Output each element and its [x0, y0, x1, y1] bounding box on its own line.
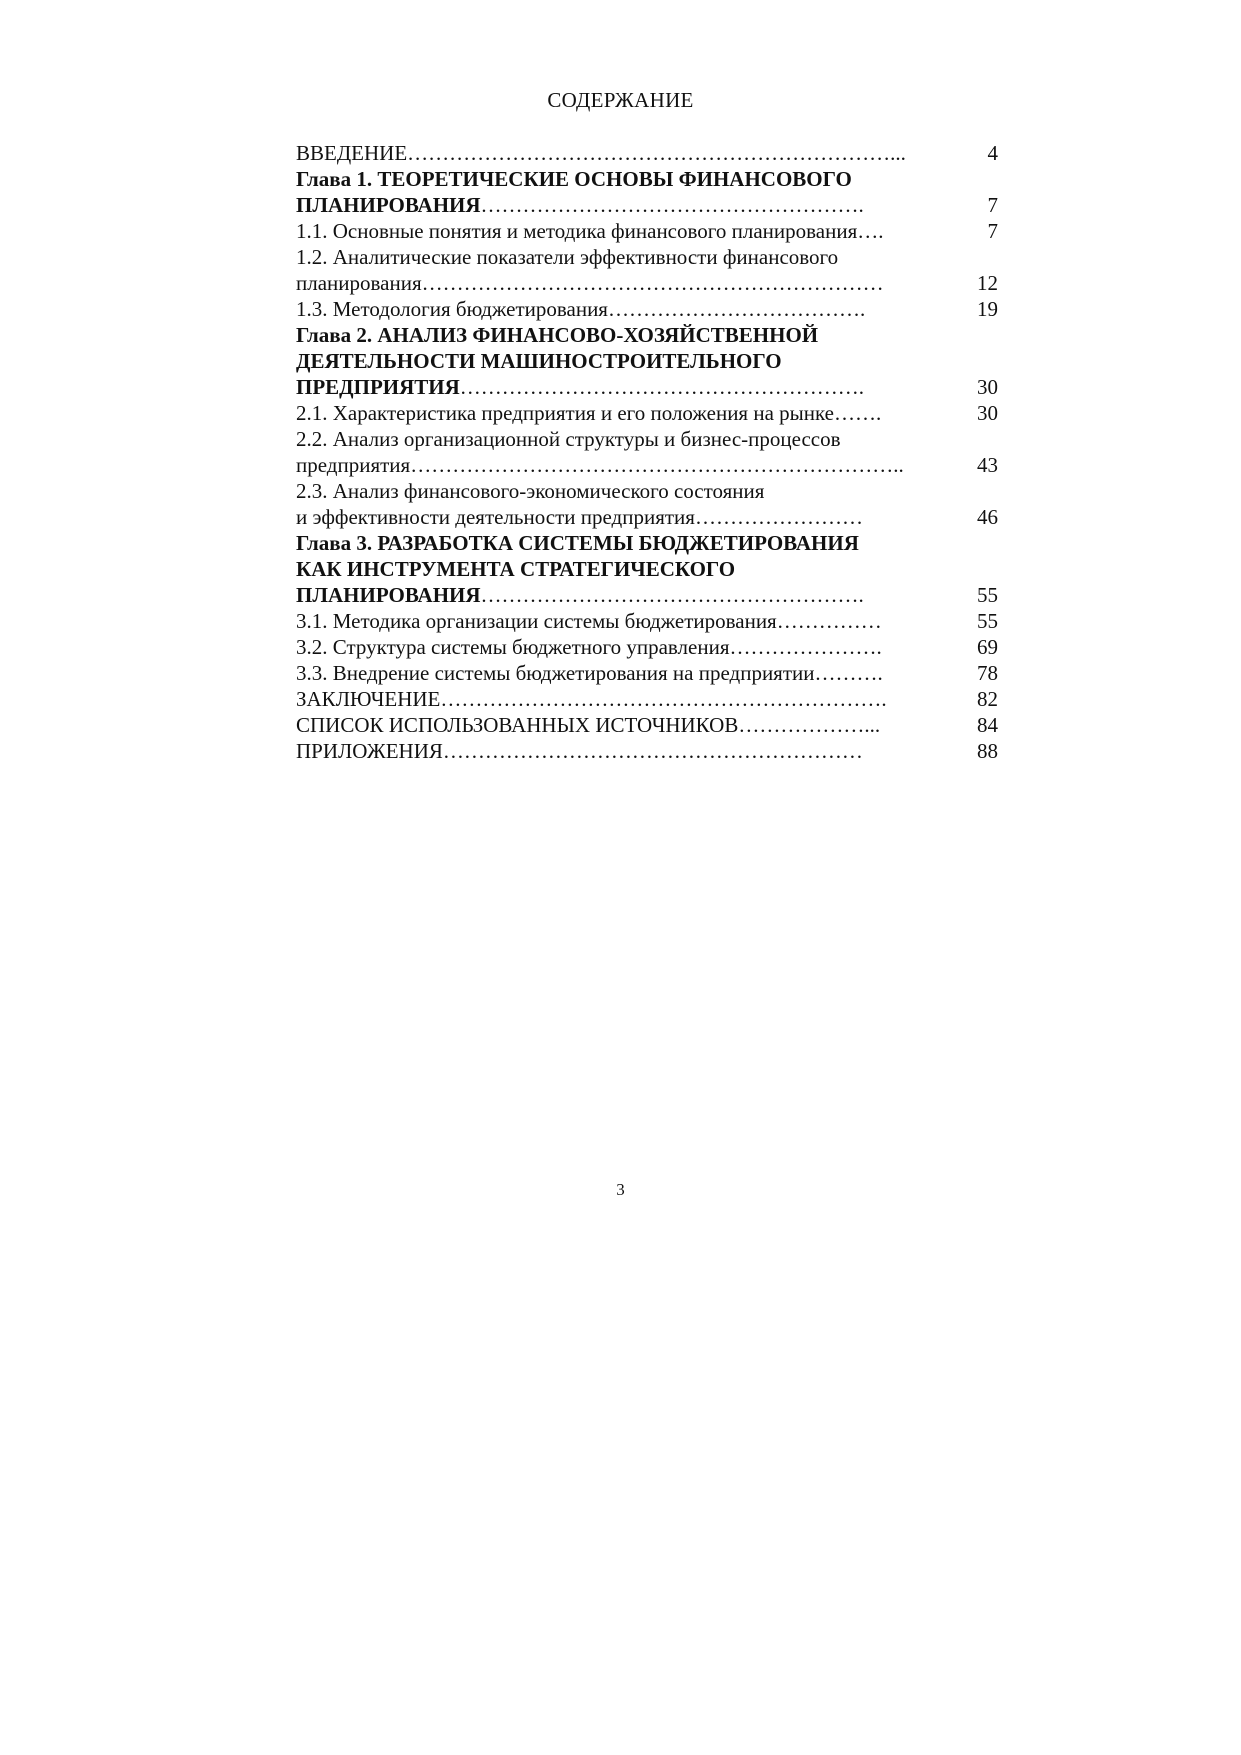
toc-leader-dots: ………………………………. [607, 297, 866, 321]
toc-entry-last-line [296, 686, 936, 712]
toc-entry[interactable] [296, 634, 998, 660]
toc-entry-last-line [296, 192, 936, 218]
toc-entry-line: ПРИЛОЖЕНИЯ [296, 739, 443, 763]
toc-entry-last-line [296, 660, 936, 686]
toc-leader-dots: …………………. [729, 635, 882, 659]
toc-leader-dots: ………………………………………………………. [440, 687, 887, 711]
toc-entry-line: и эффективности деятельности предприятия [296, 505, 695, 529]
toc-leader-dots: …………… [776, 609, 882, 633]
toc-page-number: 30 [977, 375, 998, 399]
toc-entry[interactable] [296, 426, 998, 478]
toc-entry-line: планирования [296, 271, 422, 295]
toc-entry-text [296, 660, 936, 686]
toc-entry-line: КАК ИНСТРУМЕНТА СТРАТЕГИЧЕСКОГО [296, 557, 736, 581]
toc-entry[interactable] [296, 686, 998, 712]
toc-page-number: 69 [977, 635, 998, 659]
toc-page-number: 78 [977, 661, 998, 685]
toc-entry-last-line [296, 374, 936, 400]
toc-leader-dots: ………. [814, 661, 883, 685]
toc-entry-last-line [296, 634, 936, 660]
toc-entry-last-line [296, 738, 936, 764]
toc-entry-line: 2.3. Анализ финансового-экономического состояния [296, 479, 765, 503]
toc-entry-text [296, 738, 936, 764]
toc-entry-last-line [296, 218, 936, 244]
toc-entry-line: 3.1. Методика организации системы бюджетирования [296, 609, 777, 633]
toc-entry-last-line [296, 712, 936, 738]
toc-entry[interactable] [296, 400, 998, 426]
toc-leader-dots: …………………………………………………. [459, 375, 865, 399]
toc-entry[interactable] [296, 712, 998, 738]
toc-page-number: 55 [977, 609, 998, 633]
toc-leader-dots: …………………… [694, 505, 863, 529]
toc-entry-line: ЗАКЛЮЧЕНИЕ [296, 687, 441, 711]
toc-entry[interactable] [296, 738, 998, 764]
toc-leader-dots: ………………………………………………………… [421, 271, 884, 295]
toc-entry-text [296, 218, 936, 244]
toc-title: СОДЕРЖАНИЕ [547, 88, 694, 112]
toc-entry-line: 1.2. Аналитические показатели эффективности финансового [296, 245, 839, 269]
toc-entry-line: 2.2. Анализ организационной структуры и бизнес-процессов [296, 427, 841, 451]
toc-leader-dots: ………………... [738, 713, 881, 737]
toc-entry[interactable] [296, 322, 998, 400]
toc-entry-line: ДЕЯТЕЛЬНОСТИ МАШИНОСТРОИТЕЛЬНОГО [296, 349, 782, 373]
toc-entry-last-line [296, 608, 936, 634]
toc-entry-text [296, 634, 936, 660]
toc-leader-dots: ………………………………………………. [480, 583, 864, 607]
toc-entry-line: 1.1. Основные понятия и методика финансового планирования [296, 219, 858, 243]
toc-entry-line: Глава 3. РАЗРАБОТКА СИСТЕМЫ БЮДЖЕТИРОВАНИЯ [296, 531, 859, 555]
toc-entry-line: ПЛАНИРОВАНИЯ [296, 193, 481, 217]
toc-entry[interactable] [296, 478, 998, 530]
toc-entry-text [296, 608, 936, 634]
toc-entry-line: предприятия [296, 453, 411, 477]
toc-entry[interactable] [296, 244, 998, 296]
toc-entry[interactable] [296, 660, 998, 686]
toc-page-number: 46 [977, 505, 998, 529]
toc-entry-last-line [296, 504, 936, 530]
toc-entry-text [296, 140, 936, 166]
toc-entry-text [296, 322, 936, 400]
toc-page-number: 19 [977, 297, 998, 321]
toc-entry-text [296, 686, 936, 712]
toc-entry[interactable] [296, 166, 998, 218]
toc-entry-last-line [296, 582, 936, 608]
toc-entry-last-line [296, 400, 936, 426]
toc-entry-last-line [296, 296, 936, 322]
toc-page-number: 12 [977, 271, 998, 295]
toc-entry-line: СПИСОК ИСПОЛЬЗОВАННЫХ ИСТОЧНИКОВ [296, 713, 739, 737]
toc-page-number: 7 [987, 193, 998, 217]
toc-entry[interactable] [296, 296, 998, 322]
toc-page-number: 88 [977, 739, 998, 763]
toc-entry-text [296, 478, 936, 530]
table-of-contents [296, 140, 998, 764]
toc-entry-line: 3.3. Внедрение системы бюджетирования на предприятии [296, 661, 815, 685]
toc-entry[interactable] [296, 608, 998, 634]
toc-page-number: 30 [977, 401, 998, 425]
toc-entry-text [296, 712, 936, 738]
toc-entry-text [296, 166, 936, 218]
toc-entry-line: 1.3. Методология бюджетирования [296, 297, 608, 321]
toc-entry-line: 2.1. Характеристика предприятия и его положения на рынке [296, 401, 835, 425]
toc-entry[interactable] [296, 218, 998, 244]
toc-entry-text [296, 400, 936, 426]
toc-entry[interactable] [296, 530, 998, 608]
toc-entry-last-line [296, 140, 936, 166]
toc-entry-text [296, 244, 936, 296]
toc-leader-dots: …………………………………………………………….. [410, 453, 904, 477]
toc-entry[interactable] [296, 140, 998, 166]
toc-leader-dots: …………………………………………………… [442, 739, 863, 763]
toc-entry-line: ВВЕДЕНИЕ [296, 141, 408, 165]
toc-page-number: 43 [977, 453, 998, 477]
toc-entry-last-line [296, 270, 936, 296]
toc-entry-text [296, 426, 936, 478]
toc-entry-text [296, 296, 936, 322]
toc-page-number: 82 [977, 687, 998, 711]
toc-entry-line: Глава 1. ТЕОРЕТИЧЕСКИЕ ОСНОВЫ ФИНАНСОВОГО [296, 167, 852, 191]
toc-entry-line: Глава 2. АНАЛИЗ ФИНАНСОВО-ХОЗЯЙСТВЕННОЙ [296, 323, 819, 347]
toc-page-number: 7 [987, 219, 998, 243]
toc-entry-text [296, 530, 936, 608]
toc-page-number: 84 [977, 713, 998, 737]
toc-page-number: 55 [977, 583, 998, 607]
toc-page-number: 4 [987, 141, 998, 165]
toc-leader-dots: …. [857, 219, 884, 243]
toc-leader-dots: ……………………………………………………………... [407, 141, 906, 165]
page-number: 3 [616, 1180, 625, 1199]
toc-entry-line: ПРЕДПРИЯТИЯ [296, 375, 460, 399]
toc-entry-line: 3.2. Структура системы бюджетного управления [296, 635, 730, 659]
toc-entry-line: ПЛАНИРОВАНИЯ [296, 583, 481, 607]
toc-leader-dots: ……. [834, 401, 882, 425]
toc-leader-dots: ………………………………………………. [480, 193, 864, 217]
toc-entry-last-line [296, 452, 936, 478]
